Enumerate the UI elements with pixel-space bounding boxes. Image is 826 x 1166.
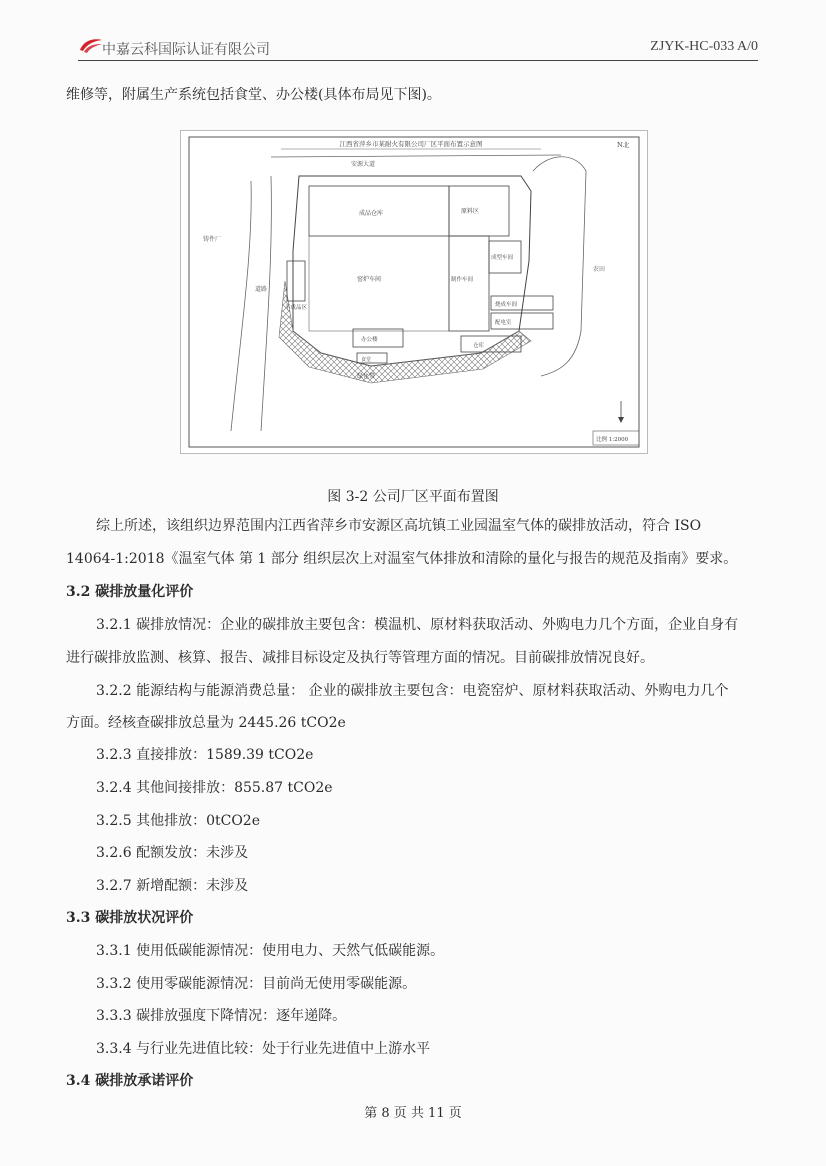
- label-right: 农田: [593, 266, 606, 273]
- label-area7: 办公楼: [361, 337, 378, 343]
- document-number: ZJYK-HC-033 A/0: [650, 39, 758, 54]
- label-area3: 窑炉车间: [357, 276, 382, 283]
- item-3-3-3: 3.3.3 碳排放强度下降情况：逐年递降。: [96, 1008, 347, 1024]
- section-3-4-heading: 3.4 碳排放承诺评价: [66, 1073, 194, 1089]
- item-3-2-1-line2: 进行碳排放监测、核算、报告、减排目标设定及执行等管理方面的情况。目前碳排放情况良好。: [66, 650, 654, 666]
- label-area5: 半成品区: [285, 305, 308, 311]
- intro-line: 维修等，附属生产系统包括食堂、办公楼(具体布局见下图)。: [66, 87, 441, 103]
- para1-line1: 综上所述，该组织边界范围内江西省萍乡市安源区高坑镇工业园温室气体的碳排放活动，符合 ISO: [96, 518, 702, 534]
- item-3-3-4: 3.3.4 与行业先进值比较：处于行业先进值中上游水平: [96, 1041, 431, 1057]
- label-area6: 成型车间: [491, 255, 514, 261]
- item-3-2-3: 3.2.3 直接排放：1589.39 tCO2e: [96, 747, 314, 763]
- item-3-2-5: 3.2.5 其他排放：0tCO2e: [96, 813, 260, 829]
- label-area9: 仓库: [473, 343, 485, 349]
- section-3-3-heading: 3.3 碳排放状况评价: [66, 910, 194, 926]
- north-label: N北: [617, 141, 630, 149]
- label-green-belt: 绿化带: [357, 373, 376, 380]
- label-left-building: 铸件厂: [203, 236, 222, 243]
- item-3-2-4: 3.2.4 其他间接排放：855.87 tCO2e: [96, 780, 333, 796]
- site-plan-drawing: [181, 131, 647, 453]
- company-logo-icon: [78, 36, 104, 54]
- figure-caption: 图 3-2 公司厂区平面布置图: [327, 489, 499, 505]
- site-plan-figure: [180, 130, 648, 454]
- label-road-top: 安源大道: [351, 161, 376, 168]
- item-3-2-2-line1: 3.2.2 能源结构与能源消费总量： 企业的碳排放主要包含：电瓷窑炉、原材料获取活动、外购电力几个: [96, 683, 729, 699]
- label-area1: 成品仓库: [359, 210, 384, 217]
- label-area4: 制作车间: [451, 277, 474, 283]
- item-3-2-1-line1: 3.2.1 碳排放情况：企业的碳排放主要包含：模温机、原材料获取活动、外购电力几个方面，企业自身有: [96, 617, 739, 633]
- page-footer: 第 8 页 共 11 页: [364, 1106, 462, 1121]
- item-3-2-6: 3.2.6 配额发放：未涉及: [96, 845, 249, 861]
- page-header: [78, 34, 758, 61]
- para1-line2: 14064-1:2018《温室气体 第 1 部分 组织层次上对温室气体排放和清除的量化与报告的规范及指南》要求。: [66, 551, 738, 567]
- label-scale: 比例 1:2000: [596, 437, 629, 443]
- label-area2: 原料区: [461, 208, 480, 215]
- label-left-road: 道路: [255, 286, 268, 293]
- company-name: 中嘉云科国际认证有限公司: [102, 42, 270, 58]
- item-3-2-2-line2: 方面。经核查碳排放总量为 2445.26 tCO2e: [66, 715, 346, 731]
- label-area10: 烧成车间: [495, 302, 518, 308]
- label-area8: 食堂: [361, 357, 372, 363]
- item-3-2-7: 3.2.7 新增配额：未涉及: [96, 878, 249, 894]
- plan-title: 江西省萍乡市某耐火有限公司厂区平面布置示意图: [339, 140, 483, 148]
- item-3-3-2: 3.3.2 使用零碳能源情况：目前尚无使用零碳能源。: [96, 976, 417, 992]
- section-3-2-heading: 3.2 碳排放量化评价: [66, 584, 194, 600]
- label-area11: 配电室: [495, 320, 512, 326]
- item-3-3-1: 3.3.1 使用低碳能源情况：使用电力、天然气低碳能源。: [96, 943, 445, 959]
